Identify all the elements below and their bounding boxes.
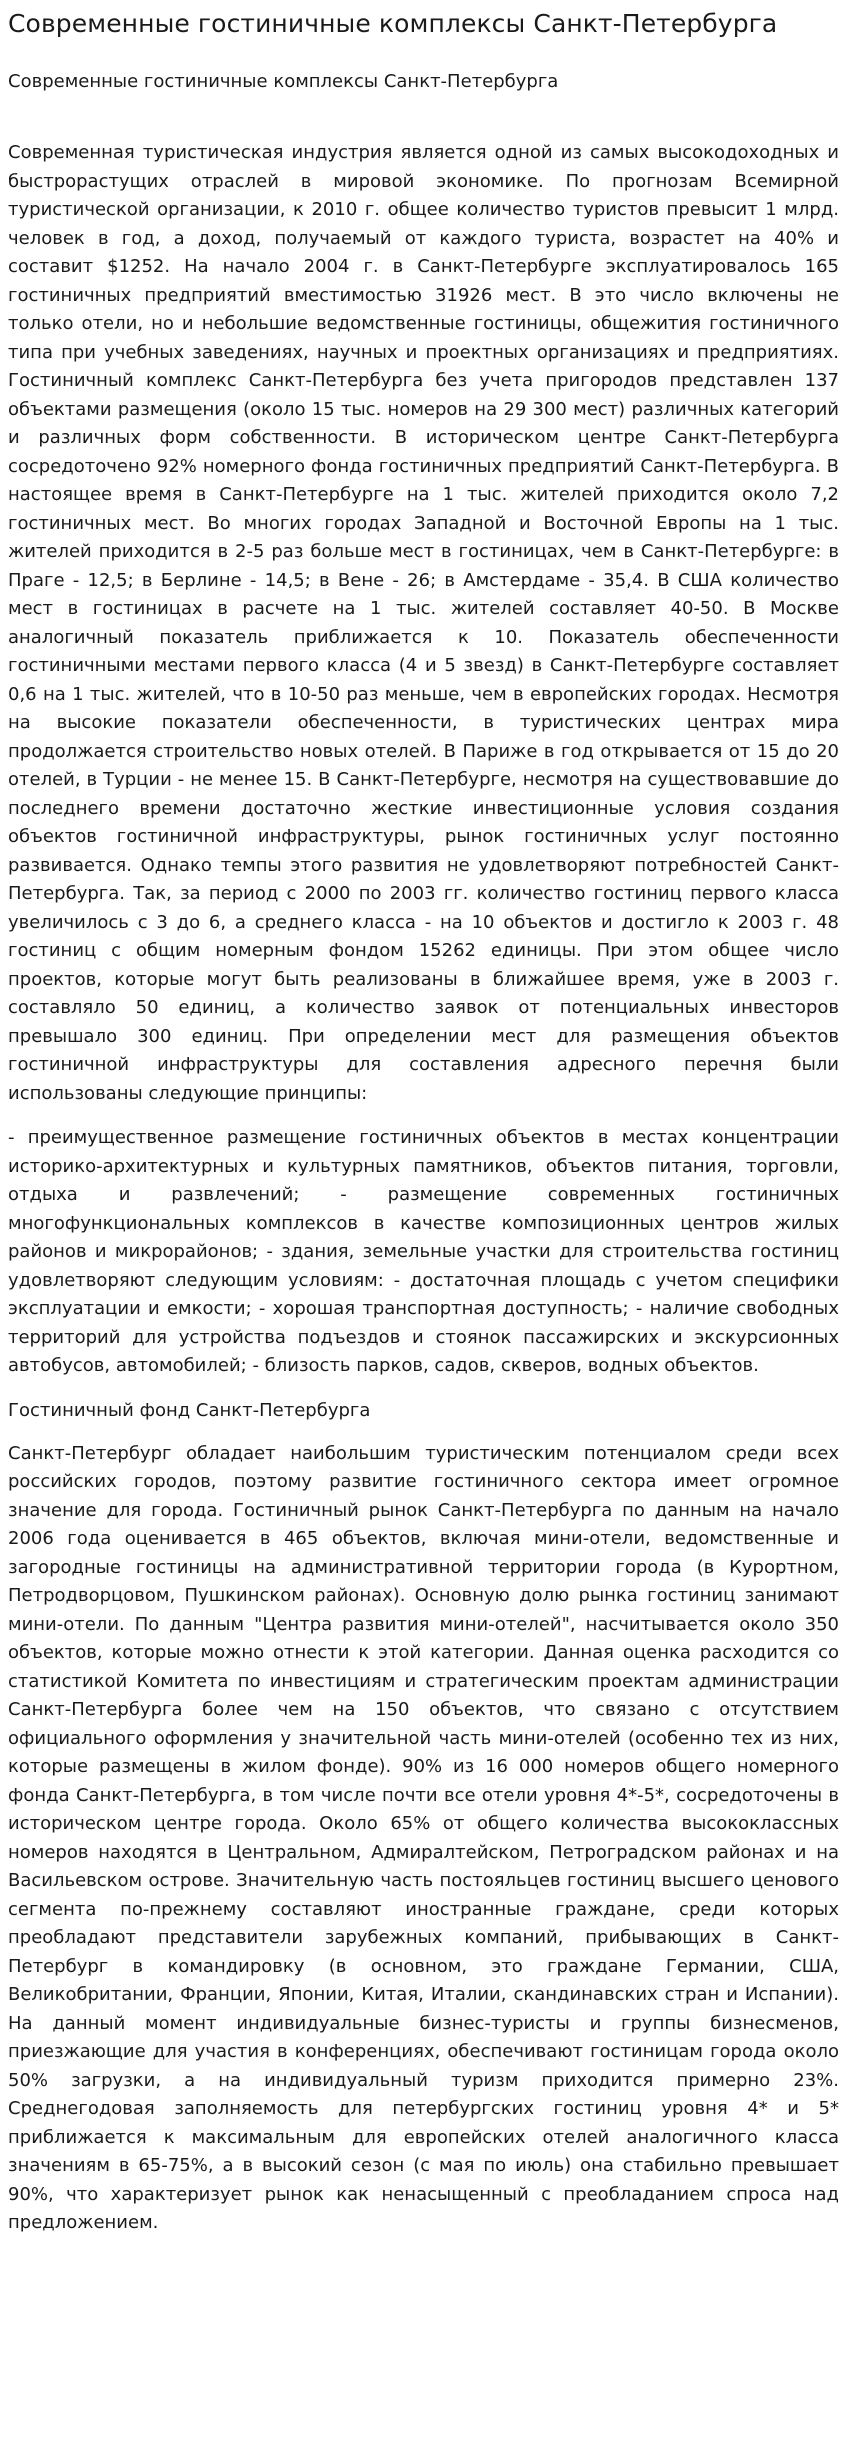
page-title: Современные гостиничные комплексы Санкт-Петербурга	[8, 9, 778, 38]
principles-paragraph: - преимущественное размещение гостиничных объектов в местах концентрации историко-архитектурных и культурных памятников, объектов питания, торговли, отдыха и развлечений; - размещение современных гостиничных многофункциональных комплексов в качестве композиционных центров жилых районов и микрорайонов; - здания, земельные участки для строительства гостиниц удовлетворяют следующим условиям: - достаточная площадь с учетом специфики эксплуатации и емкости; - хорошая транспортная доступность; - наличие свободных территорий для устройства подъездов и стоянок пассажирских и экскурсионных автобусов, автомобилей; - близость парков, садов, скверов, водных объектов.	[8, 1127, 839, 1376]
article-subtitle: Современные гостиничные комплексы Санкт-Петербурга	[8, 71, 559, 92]
section-heading: Гостиничный фонд Санкт-Петербурга	[8, 1399, 371, 1421]
intro-paragraph: Современная туристическая индустрия является одной из самых высокодоходных и быстрорастущих отраслей в мировой экономике. По прогнозам Всемирной туристической организации, к 2010 г. общее количество туристов превысит 1 млрд. человек в год, а доход, получаемый от каждого туриста, возрастет на 40% и составит $1252. На начало 2004 г. в Санкт-Петербурге эксплуатировалось 165 гостиничных предприятий вместимостью 31926 мест. В это число включены не только отели, но и небольшие ведомственные гостиницы, общежития гостиничного типа при учебных заведениях, научных и проектных организациях и предприятиях. Гостиничный комплекс Санкт-Петербурга без учета пригородов представлен 137 объектами размещения (около 15 тыс. номеров на 29 300 мест) различных категорий и различных форм собственности. В историческом центре Санкт-Петербурга сосредоточено 92% номерного фонда гостиничных предприятий Санкт-Петербурга. В настоящее время в Санкт-Петербурге на 1 тыс. жителей приходится около 7,2 гостиничных мест. Во многих городах Западной и Восточной Европы на 1 тыс. жителей приходится в 2-5 раз больше мест в гостиницах, чем в Санкт-Петербурге: в Праге - 12,5; в Берлине - 14,5; в Вене - 26; в Амстердаме - 35,4. В США количество мест в гостиницах в расчете на 1 тыс. жителей составляет 40-50. В Москве аналогичный показатель приближается к 10. Показатель обеспеченности гостиничными местами первого класса (4 и 5 звезд) в Санкт-Петербурге составляет 0,6 на 1 тыс. жителей, что в 10-50 раз меньше, чем в европейских городах. Несмотря на высокие показатели обеспеченности, в туристических центрах мира продолжается строительство новых отелей. В Париже в год открывается от 15 до 20 отелей, в Турции - не менее 15. В Санкт-Петербурге, несмотря на существовавшие до последнего времени достаточно жесткие инвестиционные условия создания объектов гостиничной инфраструктуры, рынок гостиничных услуг постоянно развивается. Однако темпы этого развития не удовлетворяют потребностей Санкт-Петербурга. Так, за период с 2000 по 2003 гг. количество гостиниц первого класса увеличилось с 3 до 6, а среднего класса - на 10 объектов и достигло к 2003 г. 48 гостиниц с общим номерным фондом 15262 единицы. При этом общее число проектов, которые могут быть реализованы в ближайшее время, уже в 2003 г. составляло 50 единиц, а количество заявок от потенциальных инвесторов превышало 300 единиц. При определении мест для размещения объектов гостиничной инфраструктуры для составления адресного перечня были использованы следующие принципы:	[8, 142, 839, 1104]
hotel-fund-paragraph: Санкт-Петербург обладает наибольшим туристическим потенциалом среди всех российских городов, поэтому развитие гостиничного сектора имеет огромное значение для города. Гостиничный рынок Санкт-Петербурга по данным на начало 2006 года оценивается в 465 объектов, включая мини-отели, ведомственные и загородные гостиницы на административной территории города (в Курортном, Петродворцовом, Пушкинском районах). Основную долю рынка гостиниц занимают мини-отели. По данным "Центра развития мини-отелей", насчитывается около 350 объектов, которые можно отнести к этой категории. Данная оценка расходится со статистикой Комитета по инвестициям и стратегическим проектам администрации Санкт-Петербурга более чем на 150 объектов, что связано с отсутствием официального оформления у значительной часть мини-отелей (особенно тех из них, которые размещены в жилом фонде). 90% из 16 000 номеров общего номерного фонда Санкт-Петербурга, в том числе почти все отели уровня 4*-5*, сосредоточены в историческом центре города. Около 65% от общего количества высококлассных номеров находятся в Центральном, Адмиралтейском, Петроградском районах и на Васильевском острове. Значительную часть постояльцев гостиниц высшего ценового сегмента по-прежнему составляют иностранные граждане, среди которых преобладают представители зарубежных компаний, прибывающих в Санкт-Петербург в командировку (в основном, это граждане Германии, США, Великобритании, Франции, Японии, Китая, Италии, скандинавских стран и Испании). На данный момент индивидуальные бизнес-туристы и группы бизнесменов, приезжающие для участия в конференциях, обеспечивают гостиницам города около 50% загрузки, а на индивидуальный туризм приходится примерно 23%. Среднегодовая заполняемость для петербургских гостиниц уровня 4* и 5* приближается к максимальным для европейских отелей аналогичного класса значениям в 65-75%, а в высокий сезон (с мая по июль) она стабильно превышает 90%, что характеризует рынок как ненасыщенный с преобладанием спроса над предложением.	[8, 1442, 839, 2233]
